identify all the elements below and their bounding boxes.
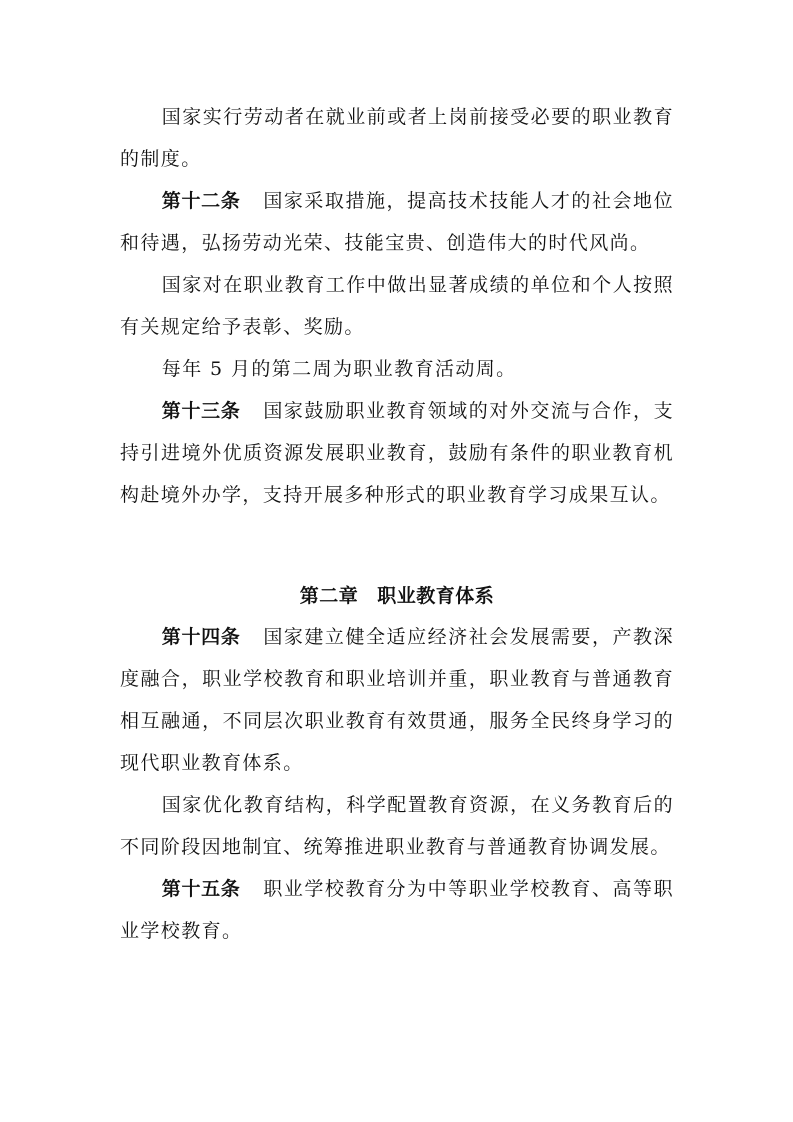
document-page xyxy=(120,96,674,952)
article-paragraph xyxy=(120,868,674,952)
paragraph-text: 国家优化教育结构，科学配置教育资源，在义务教育后的不同阶段因地制宜、统筹推进职业教育与普通教育协调发展。 xyxy=(120,794,674,858)
paragraph-text: 每年 5 月的第二周为职业教育活动周。 xyxy=(161,358,517,380)
article-number: 第十四条 xyxy=(161,626,241,648)
paragraph xyxy=(120,96,674,180)
paragraph-text: 国家鼓励职业教育领域的对外交流与合作，支持引进境外优质资源发展职业教育，鼓励有条件的职业教育机构赴境外办学，支持开展多种形式的职业教育学习成果互认。 xyxy=(120,400,674,506)
article-number: 第十三条 xyxy=(161,400,241,422)
paragraph xyxy=(120,348,674,390)
paragraph-text: 职业学校教育分为中等职业学校教育、高等职业学校教育。 xyxy=(120,878,674,942)
chapter-heading xyxy=(120,576,674,616)
paragraph-text: 国家实行劳动者在就业前或者上岗前接受必要的职业教育的制度。 xyxy=(120,106,674,170)
paragraph xyxy=(120,784,674,868)
paragraph-text: 国家建立健全适应经济社会发展需要，产教深度融合，职业学校教育和职业培训并重，职业教育与普通教育相互融通，不同层次职业教育有效贯通，服务全民终身学习的现代职业教育体系。 xyxy=(120,626,674,774)
chapter-number: 第二章 xyxy=(299,585,359,607)
article-number: 第十五条 xyxy=(161,878,241,900)
paragraph-text: 国家对在职业教育工作中做出显著成绩的单位和个人按照有关规定给予表彰、奖励。 xyxy=(120,274,674,338)
chapter-title: 职业教育体系 xyxy=(377,585,495,607)
paragraph-text: 国家采取措施，提高技术技能人才的社会地位和待遇，弘扬劳动光荣、技能宝贵、创造伟大的时代风尚。 xyxy=(120,190,674,254)
article-paragraph xyxy=(120,180,674,264)
article-paragraph xyxy=(120,390,674,516)
article-number: 第十二条 xyxy=(161,190,241,212)
paragraph xyxy=(120,264,674,348)
article-paragraph xyxy=(120,616,674,784)
